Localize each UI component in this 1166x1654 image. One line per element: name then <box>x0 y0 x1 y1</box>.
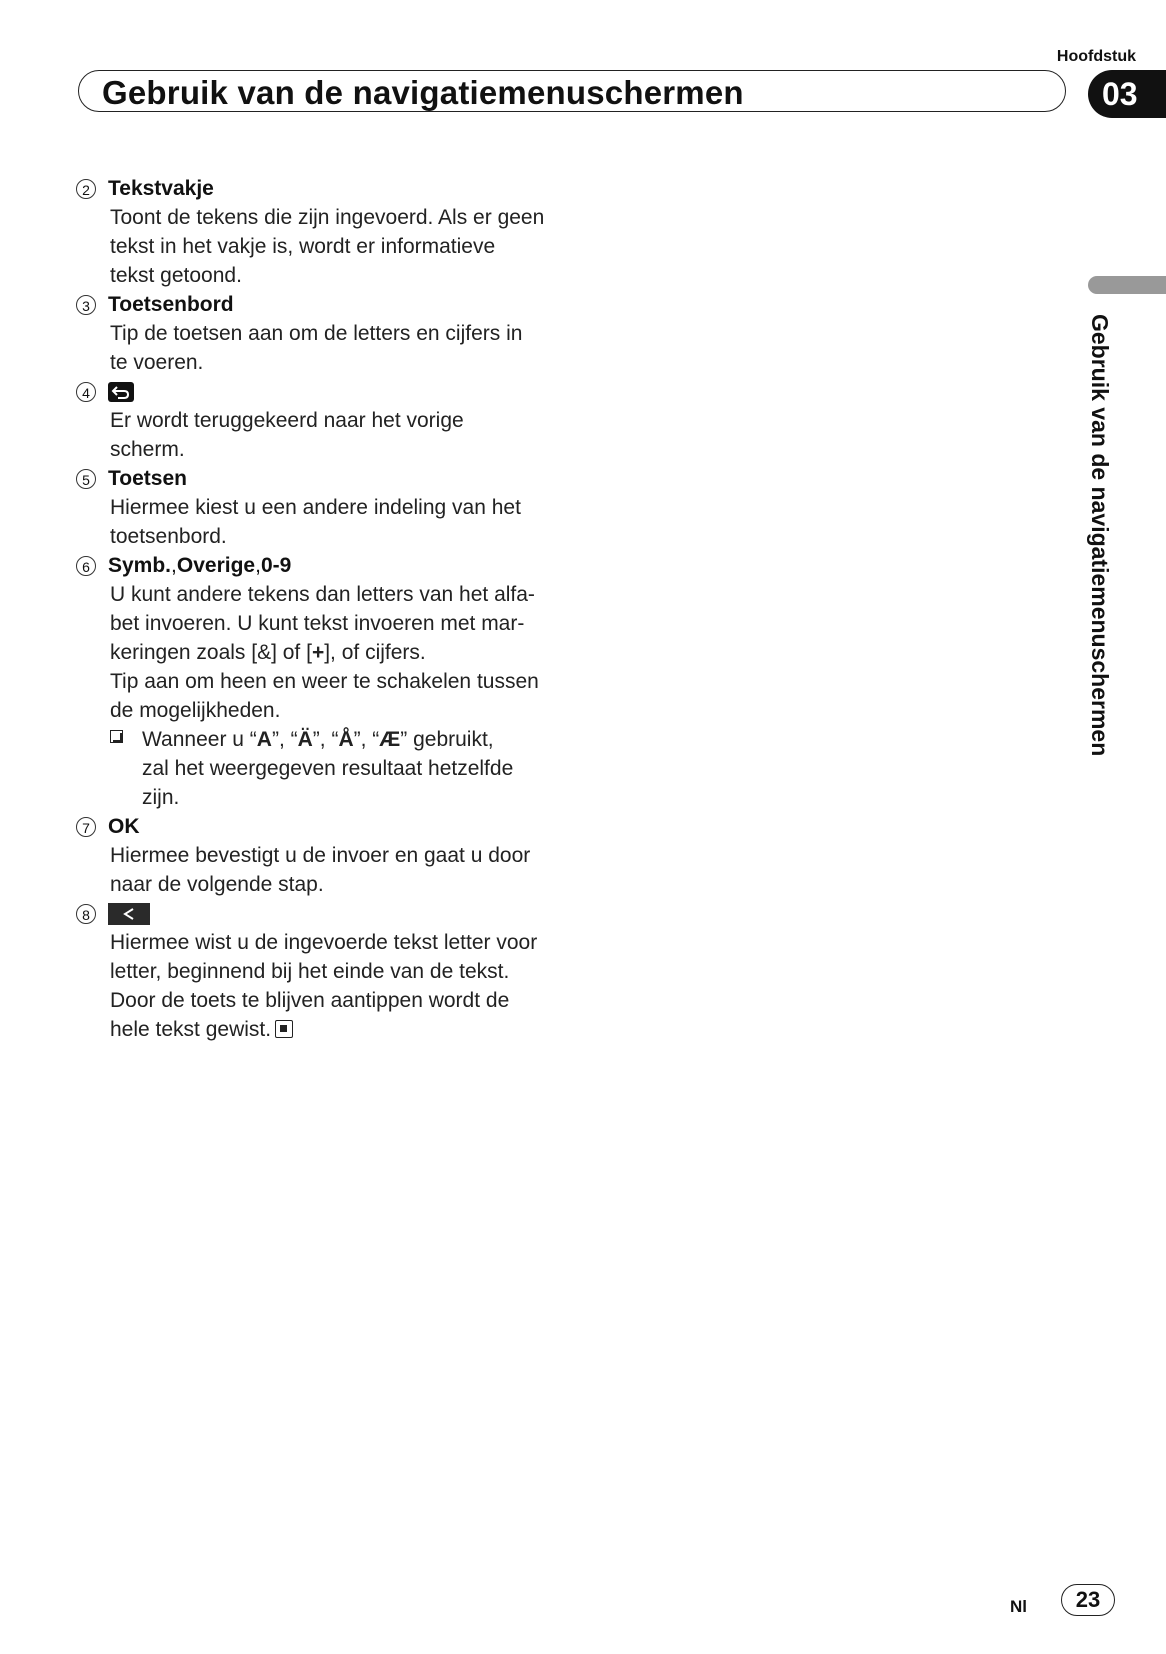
item-description <box>110 406 556 464</box>
desc-line: scherm. <box>110 438 185 461</box>
note <box>110 725 556 812</box>
text-run: ], of cijfers. <box>324 641 426 664</box>
note-checkbox-icon <box>110 730 123 743</box>
side-tab-title: Gebruik van de navigatiemenuschermen <box>1087 314 1113 757</box>
title-separator: , <box>255 554 261 577</box>
end-of-section-icon <box>275 1020 293 1038</box>
desc-line: Hiermee wist u de ingevoerde tekst letter voor <box>110 931 538 954</box>
item-number: 8 <box>76 904 96 924</box>
note-line: zal het weergegeven resultaat hetzelfde <box>142 757 514 780</box>
item-description <box>110 928 556 1044</box>
desc-line: bet invoeren. U kunt tekst invoeren met mar- <box>110 612 525 635</box>
note-line <box>142 725 556 754</box>
item-symb <box>76 551 556 812</box>
item-title-symb: Symb. <box>108 554 172 577</box>
item-title-overige: Overige <box>176 554 256 577</box>
item-description <box>110 203 556 290</box>
desc-line <box>110 1015 556 1044</box>
desc-line: U kunt andere tekens dan letters van het alfa- <box>110 583 535 606</box>
chapter-label: Hoofdstuk <box>1056 48 1136 65</box>
desc-line: te voeren. <box>110 351 204 374</box>
chevron-left-icon <box>108 903 150 925</box>
item-number: 6 <box>76 556 96 576</box>
item-number: 4 <box>76 382 96 402</box>
page-title: Gebruik van de navigatiemenuschermen <box>102 74 744 111</box>
desc-line: Er wordt teruggekeerd naar het vorige <box>110 409 464 432</box>
text-run-bold: A <box>256 728 272 751</box>
text-run: ”, “ <box>271 728 298 751</box>
text-run-bold: Å <box>338 728 354 751</box>
desc-line: Tip aan om heen en weer te schakelen tussen <box>110 670 539 693</box>
text-run: ”, “ <box>312 728 339 751</box>
item-title-digits: 0-9 <box>260 554 292 577</box>
page-number: 23 <box>1061 1584 1115 1616</box>
desc-line: letter, beginnend bij het einde van de tekst. <box>110 960 510 983</box>
item-back <box>76 377 556 464</box>
text-run: Wanneer u “ <box>142 728 257 751</box>
desc-line: Tip de toetsen aan om de letters en cijfers in <box>110 322 523 345</box>
item-toetsenbord <box>76 290 556 377</box>
desc-line: de mogelijkheden. <box>110 699 281 722</box>
item-description <box>110 493 556 551</box>
text-run-bold: Ä <box>297 728 313 751</box>
item-number: 2 <box>76 179 96 199</box>
desc-line: Hiermee bevestigt u de invoer en gaat u door <box>110 844 531 867</box>
item-title: Tekstvakje <box>108 177 214 200</box>
item-number: 5 <box>76 469 96 489</box>
item-title: Toetsen <box>108 467 187 490</box>
chapter-number: 03 <box>1088 70 1166 118</box>
desc-line: tekst getoond. <box>110 264 242 287</box>
item-ok <box>76 812 556 899</box>
item-tekstvakje <box>76 174 556 290</box>
text-run: ” gebruikt, <box>400 728 494 751</box>
text-run: ”, “ <box>353 728 380 751</box>
item-number: 3 <box>76 295 96 315</box>
note-line: zijn. <box>142 786 180 809</box>
item-toetsen <box>76 464 556 551</box>
item-title: Toetsenbord <box>108 293 234 316</box>
item-title: OK <box>108 815 140 838</box>
item-description <box>110 319 556 377</box>
item-delete <box>76 899 556 1044</box>
back-arrow-icon <box>108 382 134 402</box>
title-separator: , <box>171 554 177 577</box>
side-tab-marker <box>1088 276 1166 294</box>
item-description <box>110 580 556 725</box>
footer-language: Nl <box>1010 1597 1027 1616</box>
desc-line: Toont de tekens die zijn ingevoerd. Als er geen <box>110 206 545 229</box>
text-run: keringen zoals [&] of [ <box>110 641 312 664</box>
desc-line: Door de toets te blijven aantippen wordt de <box>110 989 510 1012</box>
text-run-bold: Æ <box>379 728 401 751</box>
desc-line: toetsenbord. <box>110 525 227 548</box>
item-number: 7 <box>76 817 96 837</box>
item-description <box>110 841 556 899</box>
desc-line <box>110 638 556 667</box>
desc-line: naar de volgende stap. <box>110 873 324 896</box>
text-run: hele tekst gewist. <box>110 1018 272 1041</box>
desc-line: Hiermee kiest u een andere indeling van het <box>110 496 521 519</box>
text-run-bold: + <box>311 641 325 664</box>
desc-line: tekst in het vakje is, wordt er informatieve <box>110 235 496 258</box>
content-column <box>76 174 556 1044</box>
